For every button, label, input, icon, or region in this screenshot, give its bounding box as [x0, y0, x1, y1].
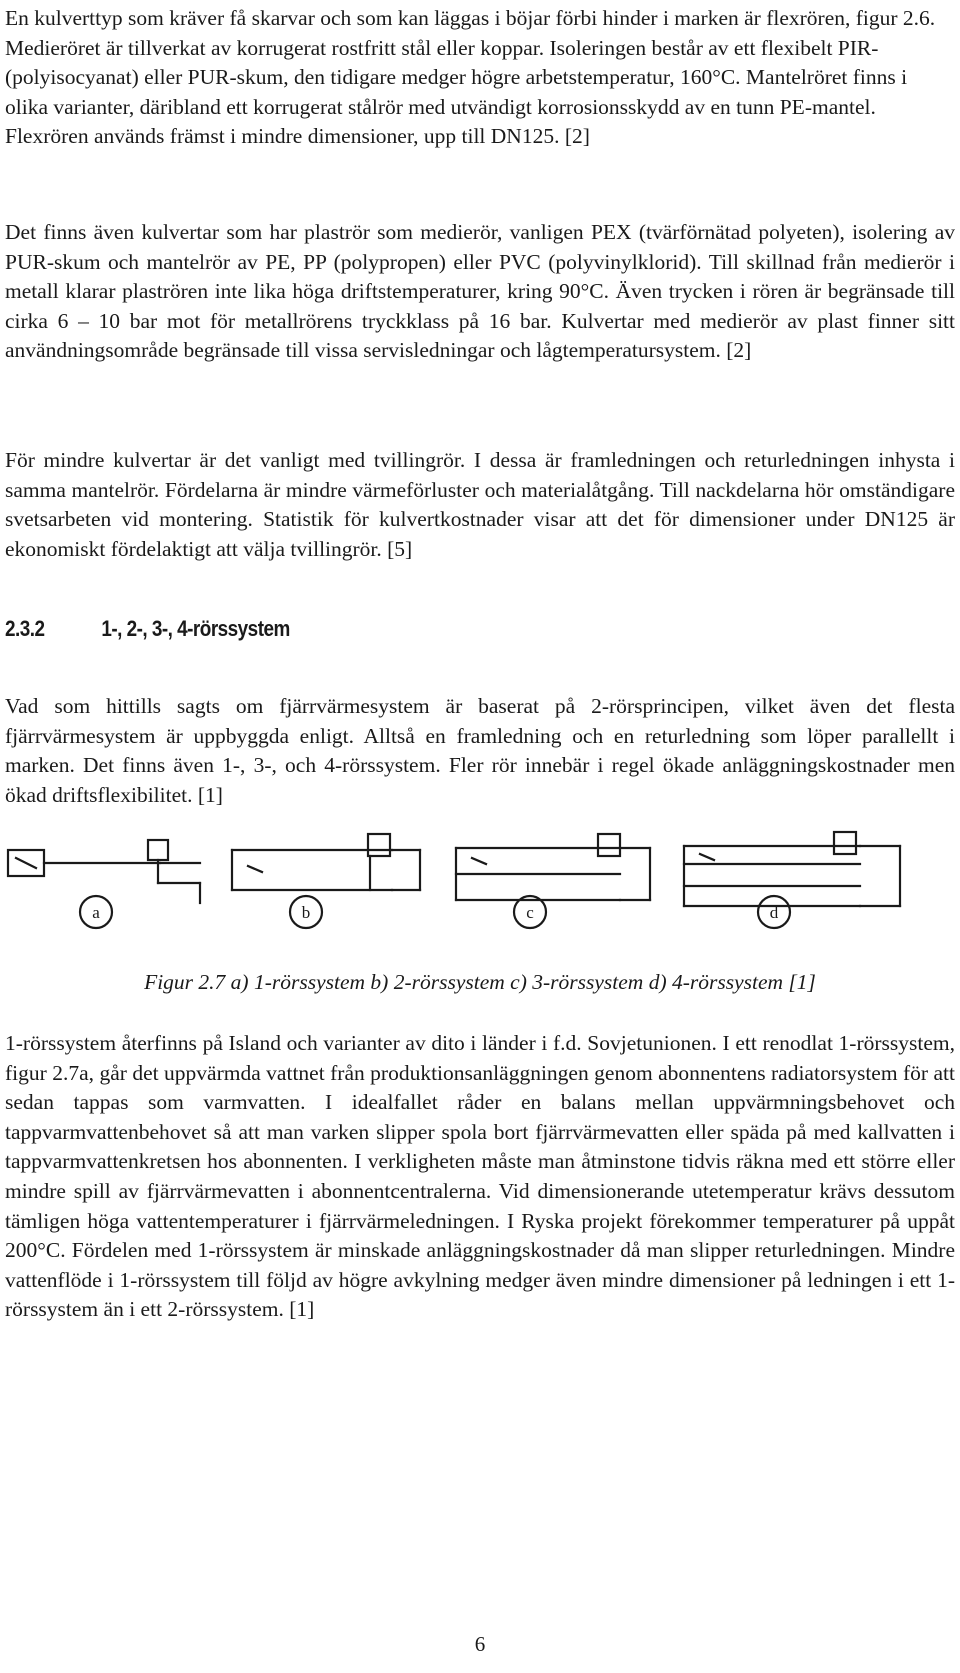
panel-b-diagram: [232, 834, 420, 928]
paragraph-tvillingror: För mindre kulvertar är det vanligt med tvillingrör. I dessa är framledningen och returledningen inhysta i samma mantelrör. Fördelarna är mindre värmeförluster och materialåtgång. Till nackdelarna hör omständigare svetsarbeten vid montering. Statistik för kulvertkostnader visar att det för dimensioner under DN125 är ekonomiskt fördelaktigt att välja tvillingrör. [5]: [5, 448, 955, 561]
paragraph-1-rorssystem: 1-rörssystem återfinns på Island och varianter av dito i länder i f.d. Sovjetunionen. I ett renodlat 1-rörssystem, figur 2.7a, går det uppvärmda vattnet från produktionsanläggningen genom abonnentens radiatorsystem för att sedan tappas som varmvatten. I idealfallet råder en balans mellan uppvärmningsbehovet och tappvarmvattenbehovet så att man varken slipper spola bort fjärrvärmevatten eller späda på med kallvatten i tappvarmvattenkretsen hos abonnenten. I verkligheten måste man åtminstone tidvis räkna med ett större eller mindre spill av fjärrvärmevatten i abonnentcentralerna. Vid dimensionerande utetemperatur krävs dessutom tämligen höga vattentemperaturer i fjärrvärmeledningen. I Ryska projekt förekommer temperaturer på uppåt 200°C. Fördelen med 1-rörssystem är minskade anläggningskostnader då man slipper returledningen. Mindre vattenflöde i 1-rörssystem till följd av högre avkylning medger även mindre dimensioner på ledningen i ett 1-rörssystem än i ett 2-rörssystem. [1]: [5, 1031, 955, 1322]
panel-label-d: d: [769, 903, 779, 922]
pipe-systems-figure: [0, 828, 960, 978]
section-heading: [5, 616, 290, 642]
panel-label-b: b: [301, 903, 311, 922]
panel-label-a: a: [92, 903, 100, 922]
paragraph-plastror: Det finns även kulvertar som har plaströr som medierör, vanligen PEX (tvärförnätad polyeten), isolering av PUR-skum och mantelrör av PE, PP (polypropen) eller PVC (polyvinylklorid). Till skillnad från medierör i metall klarar plaströren inte lika höga driftstemperaturer, kring 90°C. Även trycken i rören är begränsade till cirka 6 – 10 bar mot för metallrörens tryckklass på 16 bar. Kulvertar med medierör av plast finner sitt användningsområde begränsade till vissa servisledningar och lågtemperatursystem. [2]: [5, 220, 955, 363]
figure-caption: Figur 2.7 a) 1-rörssystem b) 2-rörssystem c) 3-rörssystem d) 4-rörssystem [1]: [144, 970, 816, 994]
panel-d-diagram: [684, 832, 900, 928]
panel-a-diagram: [8, 840, 200, 928]
page-number: 6: [474, 1632, 486, 1656]
section-number: 2.3.2: [5, 616, 45, 641]
paragraph-rorsprincip: Vad som hittills sagts om fjärrvärmesystem är baserat på 2-rörsprincipen, vilket även det flesta fjärrvärmesystem är uppbyggda enligt. Alltså en framledning och en returledning som löper parallellt i marken. Det finns även 1-, 3-, och 4-rörssystem. Fler rör innebär i regel ökade anläggningskostnader men ökad driftsflexibilitet. [1]: [5, 694, 955, 807]
panel-label-c: c: [526, 903, 534, 922]
section-title: 1-, 2-, 3-, 4-rörssystem: [101, 616, 290, 641]
paragraph-flexror: En kulverttyp som kräver få skarvar och som kan läggas i böjar förbi hinder i marken är flexrören, figur 2.6. Medieröret är tillverkat av korrugerat rostfritt stål eller koppar. Isoleringen består av ett flexibelt PIR- (polyisocyanat) eller PUR-skum, den tidigare medger högre arbetstemperatur, 160°C. Mantelröret finns i olika varianter, däribland ett korrugerat stålrör med utvändigt korrosionsskydd av en tunn PE-mantel. Flexrören används främst i mindre dimensioner, upp till DN125. [2]: [5, 6, 936, 149]
panel-c-diagram: [456, 834, 650, 928]
